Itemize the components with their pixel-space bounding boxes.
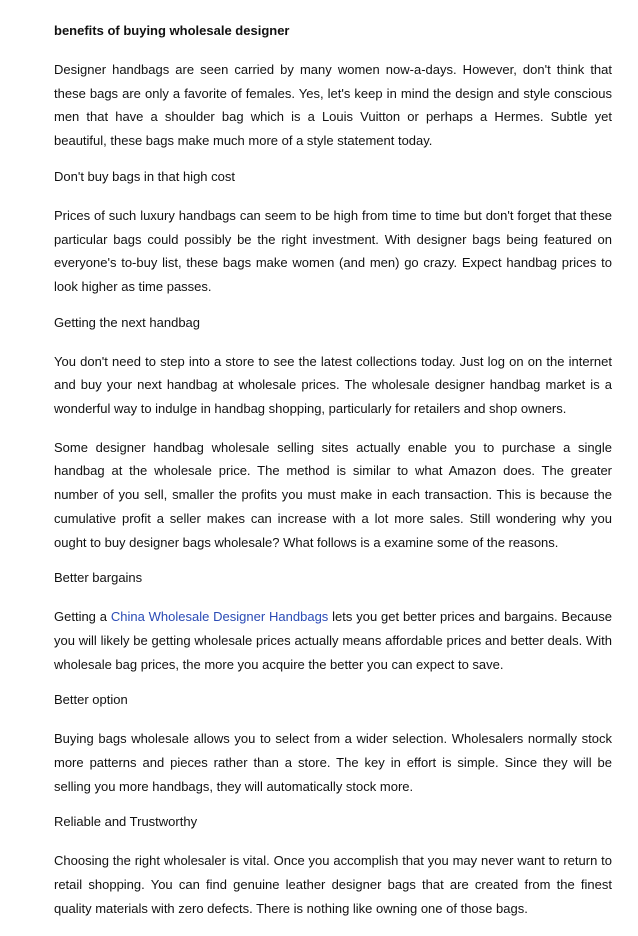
section-paragraph-next-handbag-1: You don't need to step into a store to see the latest collections today. Just log on on the internet and buy your next handbag at wholesale prices. The wholesale designer handbag market is a wonderful way to indulge in handbag shopping, particularly for retailers and shop owners.	[54, 353, 612, 417]
china-wholesale-handbags-link[interactable]: China Wholesale Designer Handbags	[110, 609, 329, 625]
bargains-text-before-link: Getting a	[54, 609, 111, 625]
section-heading-better-bargains: Better bargains	[54, 570, 143, 586]
section-heading-high-cost: Don't buy bags in that high cost	[54, 168, 235, 184]
document-title: benefits of buying wholesale designer	[54, 23, 290, 38]
section-paragraph-better-option: Buying bags wholesale allows you to select from a wider selection. Wholesalers normally stock more patterns and pieces rather than a store. The key in effort is simple. Since they will be selling you more handbags, they will automatically stock more.	[54, 731, 612, 794]
section-heading-reliable: Reliable and Trustworthy	[54, 814, 198, 830]
section-paragraph-better-bargains	[54, 605, 612, 676]
bargains-text-after-link: lets you get better prices and bargains. Because you will likely be getting wholesale prices actually means affordable prices and better deals. With wholesale bag prices, the more you acquire the better you can expect to save.	[54, 609, 612, 672]
section-heading-better-option: Better option	[54, 692, 128, 708]
section-paragraph-reliable: Choosing the right wholesaler is vital. Once you accomplish that you may never want to return to retail shopping. You can find genuine leather designer bags that are created from the finest quality materials with zero defects. There is nothing like owning one of those bags.	[54, 853, 612, 916]
section-paragraph-next-handbag-2: Some designer handbag wholesale selling sites actually enable you to purchase a single handbag at the wholesale price. The method is similar to what Amazon does. The greater number of you sell, smaller the profits you must make in each transaction. This is because the cumulative profit a seller makes can increase with a lot more sales. Still wondering why you ought to buy designer bags wholesale? What follows is a examine some of the reasons.	[54, 439, 612, 550]
section-paragraph-high-cost: Prices of such luxury handbags can seem to be high from time to time but don't forget that these particular bags could possibly be the right investment. With designer bags being featured on everyone's to-buy list, these bags make women (and men) go crazy. Expect handbag prices to look higher as time passes.	[54, 207, 612, 294]
intro-paragraph: Designer handbags are seen carried by many women now-a-days. However, don't think that these bags are only a favorite of females. Yes, let's keep in mind the design and style conscious men that have a shoulder bag which is a Louis Vuitton or perhaps a Hermes. Subtle yet beautiful, these bags make much more of a style statement today.	[54, 62, 612, 149]
section-heading-next-handbag: Getting the next handbag	[54, 314, 201, 330]
document-page	[54, 22, 612, 936]
